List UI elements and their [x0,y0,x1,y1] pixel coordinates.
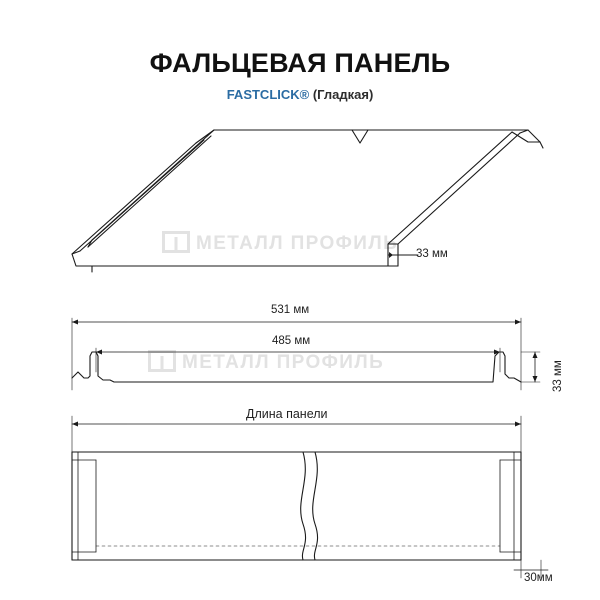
brand-name: FASTCLICK® [226,87,310,102]
iso-arrow [389,252,393,258]
arrow-height-bottom [533,376,538,382]
iso-left-seam-foot [72,254,92,266]
iso-right-seam-edge [528,130,540,142]
iso-right-seam-b [388,132,512,244]
watermark-text-1: МЕТАЛЛ ПРОФИЛЬ [196,233,399,254]
watermark-text-2: МЕТАЛЛ ПРОФИЛЬ [182,352,385,373]
dim-label-useful-width: 485 мм [272,335,311,347]
arrow-height-top [533,352,538,358]
iso-left-seam-inner2 [88,136,211,247]
iso-break-symbol [352,130,368,143]
plan-break-left [301,452,306,560]
arrow-531-right [515,320,521,325]
arrow-531-left [72,320,78,325]
iso-right-seam-tail [540,142,543,148]
dim-label-panel-length: Длина панели [246,407,328,421]
dim-label-profile-height: 33 мм [552,360,564,392]
iso-left-seam-top [92,130,214,240]
page-title: ФАЛЬЦЕВАЯ ПАНЕЛЬ [149,48,451,78]
plan-break-right [313,452,318,560]
arrow-length-left [72,422,78,427]
dim-label-iso-height: 33 мм [416,248,448,260]
subtitle-rest: (Гладкая) [309,87,374,102]
dim-label-total-width: 531 мм [271,304,310,316]
cross-section-profile [72,352,521,382]
iso-left-seam-outer [72,143,196,254]
iso-right-seam-a [398,133,520,244]
arrow-length-right [515,422,521,427]
dim-label-bottom-offset: 30мм [524,572,553,584]
